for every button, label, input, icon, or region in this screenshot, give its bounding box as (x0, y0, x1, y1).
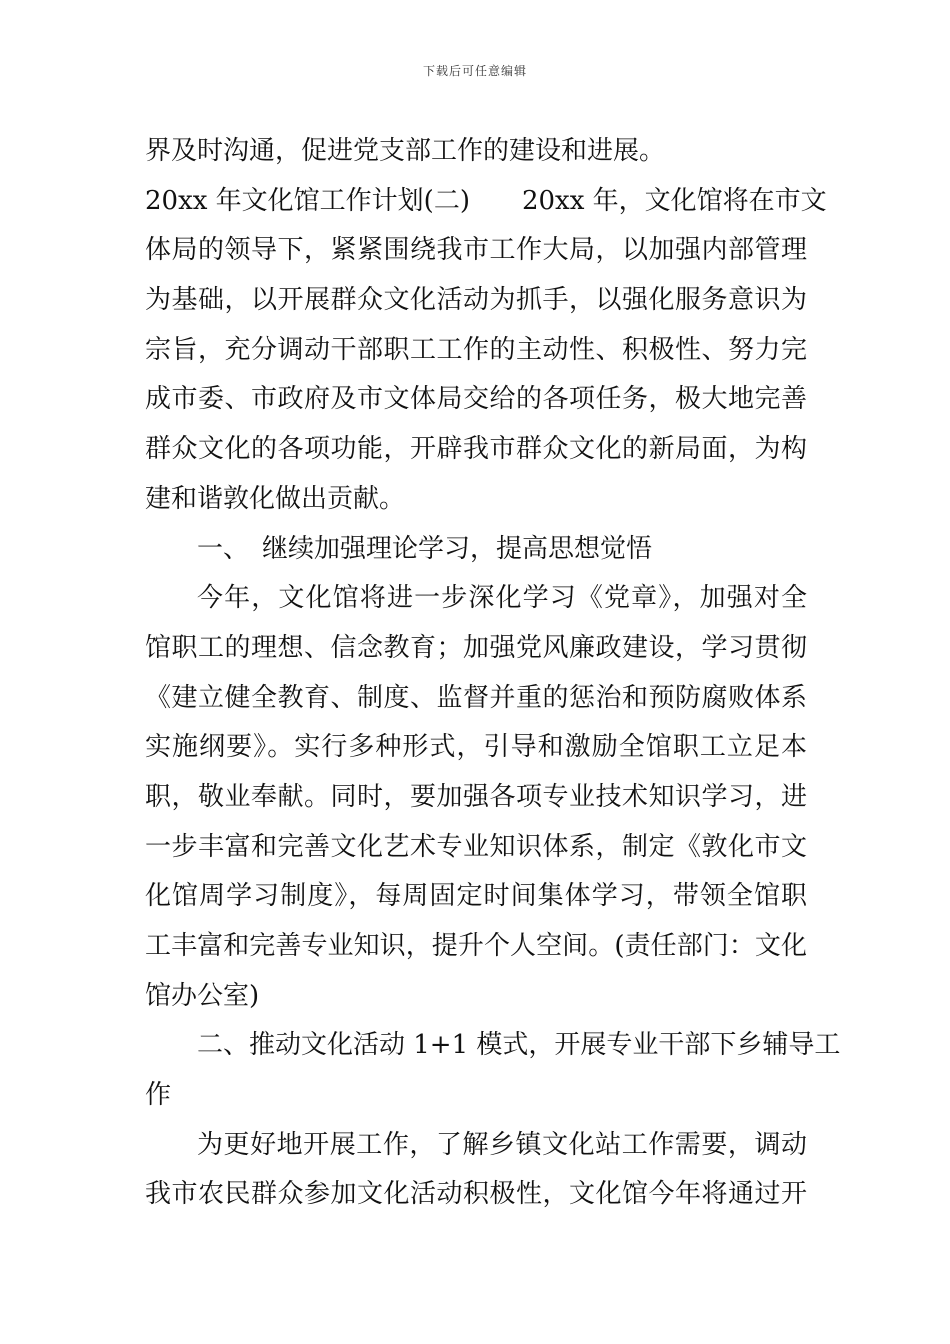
paragraph-line: 成市委、市政府及市文体局交给的各项任务，极大地完善 (145, 384, 807, 415)
paragraph-line: 实施纲要》。实行多种形式，引导和激励全馆职工立足本 (145, 732, 807, 763)
paragraph-line: 群众文化的各项功能，开辟我市群众文化的新局面，为构 (145, 434, 807, 465)
paragraph-line: 一步丰富和完善文化艺术专业知识体系，制定《敦化市文 (145, 831, 807, 862)
paragraph-line: 我市农民群众参加文化活动积极性，文化馆今年将通过开 (145, 1179, 807, 1210)
document-body (145, 127, 841, 1220)
paragraph-line: 工丰富和完善专业知识，提升个人空间。(责任部门：文化 (145, 931, 807, 961)
paragraph-line: 界及时沟通，促进党支部工作的建设和进展。 (145, 136, 666, 166)
paragraph-line: 为更好地开展工作，了解乡镇文化站工作需要，调动 (197, 1129, 807, 1160)
paragraph-line: 化馆周学习制度》，每周固定时间集体学习，带领全馆职 (145, 881, 807, 912)
paragraph-line: 为基础，以开展群众文化活动为抓手，以强化服务意识为 (145, 285, 807, 316)
paragraph-line: 馆职工的理想、信念教育；加强党风廉政建设，学习贯彻 (145, 632, 807, 663)
paragraph-line: 宗旨，充分调动干部职工工作的主动性、积极性、努力完 (145, 334, 807, 365)
paragraph-line: 职，敬业奉献。同时，要加强各项专业技术知识学习，进 (145, 781, 807, 812)
paragraph-line: 《建立健全教育、制度、监督并重的惩治和预防腐败体系 (145, 682, 807, 713)
paragraph-line: 建和谐敦化做出贡献。 (145, 483, 406, 514)
section-heading-continuation: 作 (145, 1080, 172, 1111)
paragraph-line: 馆办公室) (145, 980, 260, 1011)
paragraph-line: 20xx 年文化馆工作计划(二) 20xx 年，文化馆将在市文 (145, 185, 827, 216)
page-header: 下载后可任意编辑 (422, 64, 527, 78)
section-heading: 一、 继续加强理论学习，提高思想觉悟 (197, 533, 653, 564)
paragraph-line: 体局的领导下，紧紧围绕我市工作大局，以加强内部管理 (145, 235, 807, 266)
paragraph-line: 今年，文化馆将进一步深化学习《党章》，加强对全 (197, 583, 807, 614)
section-heading: 二、推动文化活动 1+1 模式，开展专业干部下乡辅导工 (197, 1030, 841, 1061)
